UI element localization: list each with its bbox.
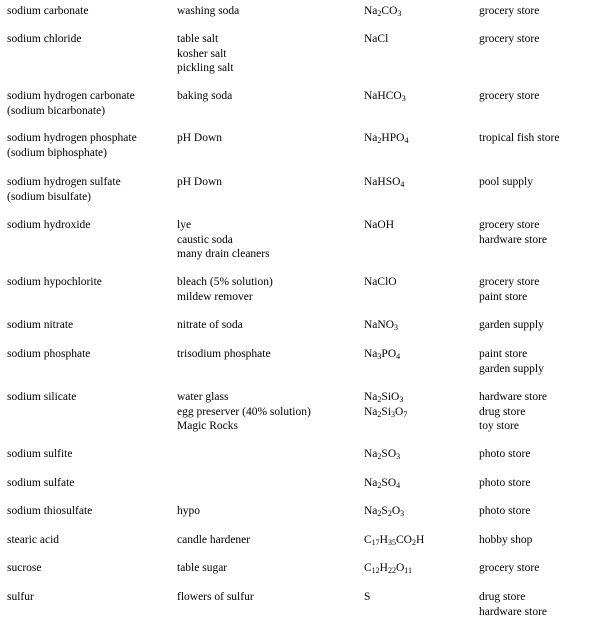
formula — [364, 504, 404, 519]
common-name-line: flowers of sulfur — [177, 591, 254, 603]
common-name — [177, 4, 239, 19]
formula-text: O — [391, 505, 401, 517]
chemical-name-line: sodium nitrate — [7, 319, 74, 331]
formula-subscript: 3 — [396, 452, 401, 461]
formula-text: Na — [364, 5, 378, 17]
source-line: grocery store — [479, 90, 540, 102]
chemical-name — [7, 476, 74, 491]
formula-text: NaHSO — [364, 176, 401, 188]
formula-line — [364, 4, 401, 19]
formula-line — [364, 131, 408, 146]
formula-text: Si — [381, 405, 392, 418]
chemical-name — [7, 175, 121, 204]
chemical-name — [7, 504, 92, 519]
source-line: hardware store — [479, 233, 548, 246]
common-name-line: trisodium phosphate — [177, 348, 271, 360]
common-name — [177, 32, 234, 76]
formula-subscript: 11 — [404, 566, 412, 575]
common-name-line: pH Down — [177, 132, 223, 144]
chemical-name-line: sodium hydrogen carbonate — [7, 90, 135, 102]
formula-text: O — [395, 562, 405, 574]
formula-text: Na — [364, 132, 378, 144]
source-line: paint store — [479, 290, 528, 303]
common-name-line: Magic Rocks — [177, 420, 239, 432]
chemical-name-line: sodium hydrogen phosphate — [7, 132, 137, 144]
chemical-name — [7, 218, 90, 233]
formula-text: Na — [364, 477, 378, 489]
common-name — [177, 504, 200, 519]
source-line: grocery store — [479, 219, 540, 231]
source-line: toy store — [479, 420, 519, 432]
common-name-line: bleach (5% solution) — [177, 276, 273, 288]
formula-subscript: 2 — [377, 9, 382, 18]
source — [479, 504, 530, 519]
chemical-name-line: stearic acid — [7, 534, 60, 546]
source — [479, 447, 530, 462]
source-line: photo store — [479, 448, 531, 460]
chemical-name — [7, 590, 34, 605]
formula — [364, 131, 408, 146]
formula-subscript: 3 — [391, 409, 396, 419]
chemical-name-line: sodium chloride — [7, 33, 82, 45]
formula-text: HPO — [381, 132, 405, 144]
formula-text: Na — [364, 505, 378, 517]
common-name-line: nitrate of soda — [177, 319, 243, 331]
formula-text: CO — [381, 5, 398, 17]
chemical-name-line: sodium sulfite — [7, 448, 73, 460]
source-line: drug store — [479, 591, 526, 603]
common-name — [177, 347, 271, 362]
chemical-name-line: sucrose — [7, 562, 42, 574]
source-line: photo store — [479, 505, 531, 517]
source — [479, 218, 547, 247]
source-line: grocery store — [479, 33, 540, 45]
formula-text: H — [379, 534, 388, 546]
source — [479, 347, 544, 376]
source-line: photo store — [479, 477, 531, 489]
source-line: grocery store — [479, 5, 540, 17]
formula-subscript: 2 — [377, 481, 382, 490]
common-name-line: table sugar — [177, 562, 228, 574]
source-line: tropical fish store — [479, 132, 560, 144]
formula — [364, 89, 406, 104]
formula — [364, 347, 400, 362]
formula-text: NaCl — [364, 33, 389, 45]
source — [479, 476, 530, 491]
formula-line — [364, 175, 404, 190]
formula-subscript: 2 — [377, 409, 382, 419]
chemical-name — [7, 89, 135, 118]
chemical-name-line: sodium sulfate — [7, 477, 75, 489]
formula-subscript: 22 — [387, 566, 396, 575]
chemical-name-line: (sodium bicarbonate) — [7, 104, 106, 117]
chemical-name — [7, 318, 73, 333]
formula-subscript: 35 — [387, 538, 396, 547]
source — [479, 561, 539, 576]
formula-text: PO — [381, 348, 397, 360]
source-line: hobby shop — [479, 534, 533, 546]
common-name — [177, 89, 232, 104]
formula-subscript: 3 — [394, 323, 399, 332]
chemical-name-line: sodium hydrogen sulfate — [7, 176, 121, 188]
formula-subscript: 3 — [401, 94, 406, 103]
formula — [364, 561, 412, 576]
formula-text: O — [395, 405, 404, 418]
common-name-line: egg preserver (40% solution) — [177, 405, 311, 418]
chemical-name — [7, 533, 59, 548]
chemical-name-line: sulfur — [7, 591, 34, 603]
chemical-name-line: (sodium biphosphate) — [7, 146, 107, 159]
formula-line — [364, 218, 394, 233]
common-name-line: many drain cleaners — [177, 248, 270, 260]
formula — [364, 476, 400, 491]
chemical-name — [7, 275, 102, 290]
formula-text: Na — [364, 348, 378, 360]
source-line: hardware store — [479, 391, 548, 403]
source — [479, 390, 547, 434]
source — [479, 533, 532, 548]
common-name — [177, 590, 254, 605]
formula-subscript: 7 — [403, 409, 408, 419]
common-name — [177, 175, 222, 190]
source-line: paint store — [479, 348, 528, 360]
formula — [364, 390, 407, 419]
formula-line — [364, 561, 412, 576]
common-name-line: kosher salt — [177, 47, 227, 60]
source — [479, 131, 559, 146]
formula — [364, 275, 397, 290]
formula-subscript: 2 — [377, 452, 382, 461]
source-line: hardware store — [479, 605, 548, 618]
formula-subscript: 2 — [377, 509, 382, 518]
chemical-name-line: sodium carbonate — [7, 5, 89, 17]
formula-subscript: 4 — [400, 180, 405, 189]
formula-text: S — [364, 591, 371, 603]
source — [479, 318, 544, 333]
chemical-name-line: sodium thiosulfate — [7, 505, 93, 517]
formula — [364, 175, 404, 190]
formula-line — [364, 32, 388, 47]
formula-text: SO — [381, 477, 397, 489]
formula-text: Na — [364, 391, 378, 403]
source — [479, 275, 539, 304]
source — [479, 175, 533, 190]
formula-subscript: 2 — [377, 136, 382, 145]
common-name-line: water glass — [177, 391, 229, 403]
formula-text: C — [364, 534, 372, 546]
source — [479, 4, 539, 19]
formula-line — [364, 590, 370, 605]
formula-subscript: 2 — [377, 395, 382, 404]
chemical-name — [7, 347, 90, 362]
formula — [364, 533, 424, 548]
common-name-line: candle hardener — [177, 534, 251, 546]
common-name — [177, 275, 273, 304]
formula-line — [364, 504, 404, 519]
formula-line — [364, 275, 397, 290]
formula-text: S — [381, 505, 388, 517]
formula-text: H — [415, 534, 425, 546]
formula-text: Na — [364, 448, 378, 460]
common-name-line: lye — [177, 219, 192, 231]
formula-text: NaHCO — [364, 90, 402, 102]
chemical-name-line: sodium silicate — [7, 391, 77, 403]
formula-subscript: 12 — [371, 566, 380, 575]
formula — [364, 318, 398, 333]
formula-line — [364, 533, 424, 548]
formula-subscript: 4 — [396, 352, 401, 361]
chemical-name — [7, 131, 137, 160]
common-name-line: washing soda — [177, 5, 240, 17]
formula-text: CO — [395, 534, 412, 546]
formula — [364, 32, 388, 47]
formula-text: SiO — [381, 391, 400, 403]
formula-subscript: 2 — [387, 509, 392, 518]
common-name-line: table salt — [177, 33, 219, 45]
common-name — [177, 318, 243, 333]
source — [479, 89, 539, 104]
formula-line — [364, 347, 400, 362]
source — [479, 32, 539, 47]
formula — [364, 447, 400, 462]
chemical-name — [7, 32, 81, 47]
common-name-line: caustic soda — [177, 233, 233, 246]
common-name-line: pickling salt — [177, 62, 234, 74]
formula — [364, 4, 401, 19]
source-line: grocery store — [479, 562, 540, 574]
formula-text: NaOH — [364, 219, 395, 231]
chemical-name — [7, 4, 88, 19]
formula-subscript: 3 — [377, 352, 382, 361]
common-name — [177, 390, 311, 434]
formula-subscript: 4 — [396, 481, 401, 490]
formula — [364, 218, 394, 233]
formula-subscript: 17 — [371, 538, 380, 547]
chemical-name — [7, 561, 42, 576]
formula — [364, 590, 370, 605]
chemical-name — [7, 447, 73, 462]
chemical-name-line: (sodium bisulfate) — [7, 190, 91, 203]
formula-text: C — [364, 562, 372, 574]
formula-line — [364, 405, 407, 420]
common-name-line: baking soda — [177, 90, 233, 102]
chemical-name-line: sodium phosphate — [7, 348, 91, 360]
source-line: garden supply — [479, 362, 544, 375]
common-name-line: mildew remover — [177, 290, 253, 303]
source — [479, 590, 547, 619]
formula-line — [364, 89, 406, 104]
formula-subscript: 3 — [397, 9, 402, 18]
formula-subscript: 2 — [411, 538, 416, 547]
formula-text: NaNO — [364, 319, 395, 331]
formula-line — [364, 318, 398, 333]
source-line: garden supply — [479, 319, 544, 331]
common-name — [177, 533, 250, 548]
formula-text: Na — [364, 405, 378, 418]
formula-line — [364, 447, 400, 462]
chemical-name-line: sodium hypochlorite — [7, 276, 102, 288]
formula-subscript: 3 — [400, 509, 405, 518]
formula-text: SO — [381, 448, 397, 460]
source-line: grocery store — [479, 276, 540, 288]
common-name — [177, 561, 227, 576]
common-name-line: hypo — [177, 505, 200, 517]
common-name — [177, 131, 222, 146]
chemical-name-line: sodium hydroxide — [7, 219, 91, 231]
formula-line — [364, 476, 400, 491]
formula-subscript: 3 — [399, 395, 404, 404]
chemical-name — [7, 390, 76, 405]
formula-line — [364, 390, 407, 405]
common-name-line: pH Down — [177, 176, 223, 188]
formula-text: H — [379, 562, 388, 574]
source-line: drug store — [479, 405, 526, 418]
common-name — [177, 218, 270, 262]
formula-subscript: 4 — [404, 136, 409, 145]
source-line: pool supply — [479, 176, 533, 188]
formula-text: NaClO — [364, 276, 397, 288]
